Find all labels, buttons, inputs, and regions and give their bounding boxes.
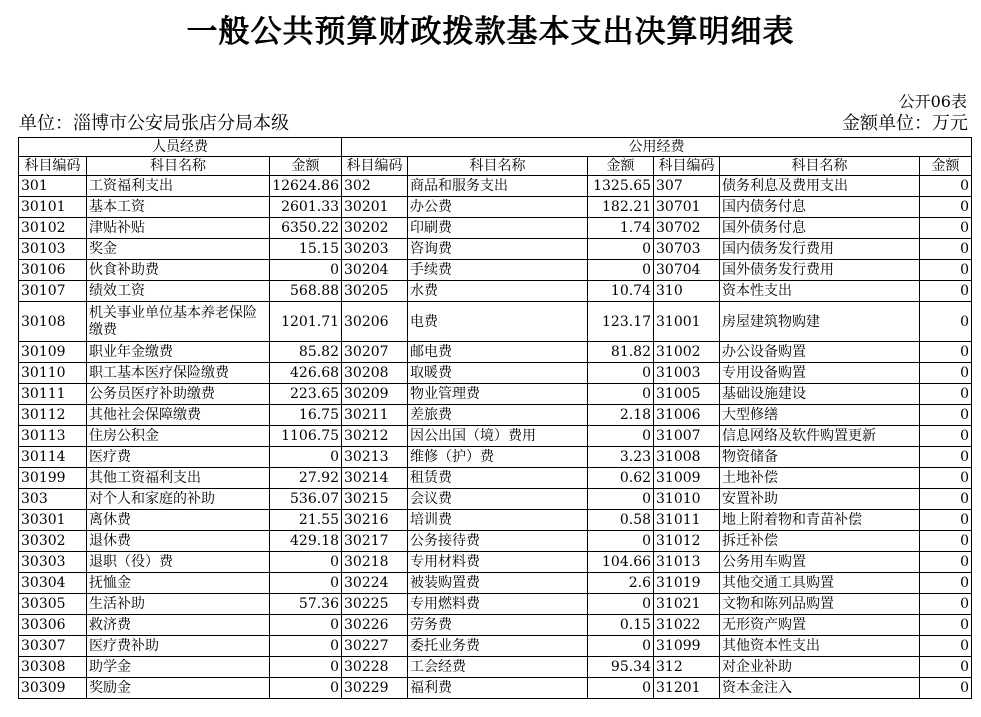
subject-name-cell: 其他社会保障缴费 <box>87 405 270 426</box>
subject-name-cell: 取暖费 <box>408 363 588 384</box>
subject-code-cell: 31007 <box>654 426 720 447</box>
subject-name-cell: 因公出国（境）费用 <box>408 426 588 447</box>
report-title: 一般公共预算财政拨款基本支出决算明细表 <box>186 14 795 50</box>
subject-name-cell: 生活补助 <box>87 594 270 615</box>
subject-name-cell: 绩效工资 <box>87 281 270 302</box>
subject-name-cell: 物业管理费 <box>408 384 588 405</box>
subject-name-cell: 手续费 <box>408 260 588 281</box>
subject-code-cell: 30206 <box>342 302 408 342</box>
subject-name-cell: 被装购置费 <box>408 573 588 594</box>
subject-code-cell: 30306 <box>19 615 87 636</box>
amount-cell: 57.36 <box>270 594 342 615</box>
table-row <box>19 615 972 636</box>
amount-cell: 0 <box>920 657 972 678</box>
amount-cell: 0 <box>588 594 654 615</box>
subject-code-cell: 30108 <box>19 302 87 342</box>
subject-name-cell: 公务接待费 <box>408 531 588 552</box>
subject-code-cell: 30112 <box>19 405 87 426</box>
subject-name-cell: 公务用车购置 <box>720 552 920 573</box>
subject-code-cell: 31099 <box>654 636 720 657</box>
reporting-unit: 单位：淄博市公安局张店分局本级 <box>19 113 289 134</box>
amount-unit: 金额单位：万元 <box>842 113 968 134</box>
subject-code-cell: 31019 <box>654 573 720 594</box>
subject-name-cell: 专用设备购置 <box>720 363 920 384</box>
amount-cell: 0 <box>920 594 972 615</box>
table-row <box>19 657 972 678</box>
table-row <box>19 552 972 573</box>
subject-name-cell: 公务员医疗补助缴费 <box>87 384 270 405</box>
table-row <box>19 573 972 594</box>
amount-cell: 0 <box>920 678 972 699</box>
amount-cell: 0 <box>270 552 342 573</box>
amount-cell: 0 <box>270 657 342 678</box>
subject-name-cell: 工会经费 <box>408 657 588 678</box>
table-row <box>19 678 972 699</box>
subject-name-cell: 国内债务付息 <box>720 197 920 218</box>
subject-code-cell: 30211 <box>342 405 408 426</box>
subject-name-cell: 委托业务费 <box>408 636 588 657</box>
subject-code-cell: 31005 <box>654 384 720 405</box>
amount-cell: 536.07 <box>270 489 342 510</box>
group-header-personnel: 人员经费 <box>19 138 342 157</box>
subject-code-cell: 30204 <box>342 260 408 281</box>
subject-code-cell: 30106 <box>19 260 87 281</box>
amount-cell: 0 <box>920 489 972 510</box>
subject-name-cell: 无形资产购置 <box>720 615 920 636</box>
amount-cell: 81.82 <box>588 342 654 363</box>
subject-code-cell: 31008 <box>654 447 720 468</box>
subject-name-cell: 职工基本医疗保险缴费 <box>87 363 270 384</box>
amount-cell: 0 <box>270 636 342 657</box>
subject-name-cell: 土地补偿 <box>720 468 920 489</box>
subject-name-cell: 机关事业单位基本养老保险缴费 <box>87 302 270 342</box>
amount-cell: 0 <box>588 260 654 281</box>
column-header-code: 科目编码 <box>654 157 720 176</box>
amount-cell: 0 <box>920 218 972 239</box>
amount-cell: 0 <box>920 573 972 594</box>
amount-cell: 3.23 <box>588 447 654 468</box>
subject-name-cell: 商品和服务支出 <box>408 176 588 197</box>
subject-name-cell: 差旅费 <box>408 405 588 426</box>
amount-cell: 0 <box>920 426 972 447</box>
subject-name-cell: 津贴补贴 <box>87 218 270 239</box>
subject-name-cell: 地上附着物和青苗补偿 <box>720 510 920 531</box>
subject-code-cell: 30213 <box>342 447 408 468</box>
table-row <box>19 426 972 447</box>
table-row <box>19 636 972 657</box>
subject-code-cell: 30107 <box>19 281 87 302</box>
amount-cell: 0 <box>920 363 972 384</box>
amount-cell: 0 <box>920 342 972 363</box>
subject-code-cell: 30202 <box>342 218 408 239</box>
subject-name-cell: 福利费 <box>408 678 588 699</box>
amount-cell: 223.65 <box>270 384 342 405</box>
subject-name-cell: 伙食补助费 <box>87 260 270 281</box>
subject-code-cell: 30214 <box>342 468 408 489</box>
subject-code-cell: 31013 <box>654 552 720 573</box>
subject-name-cell: 办公设备购置 <box>720 342 920 363</box>
subject-code-cell: 30227 <box>342 636 408 657</box>
subject-code-cell: 30114 <box>19 447 87 468</box>
subject-code-cell: 30205 <box>342 281 408 302</box>
subject-code-cell: 31006 <box>654 405 720 426</box>
table-row <box>19 405 972 426</box>
amount-cell: 0 <box>920 260 972 281</box>
subject-name-cell: 职业年金缴费 <box>87 342 270 363</box>
subject-name-cell: 咨询费 <box>408 239 588 260</box>
amount-cell: 0 <box>920 281 972 302</box>
subject-name-cell: 债务利息及费用支出 <box>720 176 920 197</box>
subject-code-cell: 310 <box>654 281 720 302</box>
subject-code-cell: 301 <box>19 176 87 197</box>
subject-code-cell: 30215 <box>342 489 408 510</box>
subject-code-cell: 30704 <box>654 260 720 281</box>
amount-cell: 0 <box>270 615 342 636</box>
subject-name-cell: 国外债务付息 <box>720 218 920 239</box>
table-row <box>19 342 972 363</box>
amount-cell: 0 <box>920 531 972 552</box>
subject-code-cell: 30212 <box>342 426 408 447</box>
subject-name-cell: 其他交通工具购置 <box>720 573 920 594</box>
subject-code-cell: 30113 <box>19 426 87 447</box>
amount-cell: 0 <box>588 636 654 657</box>
amount-cell: 429.18 <box>270 531 342 552</box>
subject-code-cell: 30209 <box>342 384 408 405</box>
expenditure-table <box>18 137 972 699</box>
amount-cell: 0 <box>588 531 654 552</box>
table-row <box>19 176 972 197</box>
subject-code-cell: 30303 <box>19 552 87 573</box>
subject-code-cell: 31009 <box>654 468 720 489</box>
amount-cell: 0 <box>588 489 654 510</box>
amount-cell: 0 <box>920 636 972 657</box>
amount-cell: 15.15 <box>270 239 342 260</box>
subject-code-cell: 30229 <box>342 678 408 699</box>
column-header-name: 科目名称 <box>720 157 920 176</box>
subject-code-cell: 30228 <box>342 657 408 678</box>
amount-cell: 0 <box>270 260 342 281</box>
amount-cell: 0 <box>270 678 342 699</box>
amount-cell: 104.66 <box>588 552 654 573</box>
amount-cell: 27.92 <box>270 468 342 489</box>
subject-code-cell: 30103 <box>19 239 87 260</box>
column-header-amount: 金额 <box>270 157 342 176</box>
subject-code-cell: 30308 <box>19 657 87 678</box>
amount-cell: 568.88 <box>270 281 342 302</box>
subject-name-cell: 专用材料费 <box>408 552 588 573</box>
subject-name-cell: 拆迁补偿 <box>720 531 920 552</box>
subject-code-cell: 302 <box>342 176 408 197</box>
subject-name-cell: 培训费 <box>408 510 588 531</box>
amount-cell: 426.68 <box>270 363 342 384</box>
amount-cell: 0.58 <box>588 510 654 531</box>
subject-name-cell: 租赁费 <box>408 468 588 489</box>
column-header-amount: 金额 <box>588 157 654 176</box>
subject-name-cell: 国外债务发行费用 <box>720 260 920 281</box>
amount-cell: 1201.71 <box>270 302 342 342</box>
subject-code-cell: 30307 <box>19 636 87 657</box>
subject-code-cell: 30199 <box>19 468 87 489</box>
subject-code-cell: 30703 <box>654 239 720 260</box>
subject-name-cell: 奖励金 <box>87 678 270 699</box>
subject-name-cell: 物资储备 <box>720 447 920 468</box>
subject-name-cell: 国内债务发行费用 <box>720 239 920 260</box>
subject-name-cell: 医疗费 <box>87 447 270 468</box>
subject-code-cell: 30304 <box>19 573 87 594</box>
column-header-name: 科目名称 <box>87 157 270 176</box>
amount-cell: 1.74 <box>588 218 654 239</box>
subject-code-cell: 312 <box>654 657 720 678</box>
amount-cell: 12624.86 <box>270 176 342 197</box>
amount-cell: 0 <box>920 384 972 405</box>
amount-cell: 0 <box>920 405 972 426</box>
subject-name-cell: 基础设施建设 <box>720 384 920 405</box>
amount-cell: 0 <box>270 573 342 594</box>
column-header-code: 科目编码 <box>342 157 408 176</box>
table-row <box>19 384 972 405</box>
subject-name-cell: 文物和陈列品购置 <box>720 594 920 615</box>
table-row <box>19 218 972 239</box>
subject-name-cell: 救济费 <box>87 615 270 636</box>
subject-name-cell: 退休费 <box>87 531 270 552</box>
group-header-public: 公用经费 <box>342 138 972 157</box>
amount-cell: 0.62 <box>588 468 654 489</box>
subject-name-cell: 水费 <box>408 281 588 302</box>
subject-code-cell: 30109 <box>19 342 87 363</box>
table-row <box>19 489 972 510</box>
amount-cell: 0 <box>920 302 972 342</box>
subject-code-cell: 30701 <box>654 197 720 218</box>
amount-cell: 1106.75 <box>270 426 342 447</box>
table-row <box>19 531 972 552</box>
subject-name-cell: 电费 <box>408 302 588 342</box>
table-row <box>19 197 972 218</box>
subject-code-cell: 30218 <box>342 552 408 573</box>
subject-name-cell: 资本金注入 <box>720 678 920 699</box>
column-header-name: 科目名称 <box>408 157 588 176</box>
subject-code-cell: 30102 <box>19 218 87 239</box>
amount-cell: 0 <box>588 678 654 699</box>
subject-code-cell: 30111 <box>19 384 87 405</box>
subject-code-cell: 30302 <box>19 531 87 552</box>
amount-cell: 2.18 <box>588 405 654 426</box>
amount-cell: 0 <box>588 239 654 260</box>
table-row <box>19 363 972 384</box>
subject-name-cell: 对个人和家庭的补助 <box>87 489 270 510</box>
amount-cell: 0 <box>920 468 972 489</box>
form-number: 公开06表 <box>898 92 967 111</box>
table-row <box>19 260 972 281</box>
amount-cell: 21.55 <box>270 510 342 531</box>
subject-name-cell: 维修（护）费 <box>408 447 588 468</box>
subject-name-cell: 其他资本性支出 <box>720 636 920 657</box>
subject-code-cell: 30207 <box>342 342 408 363</box>
column-header-amount: 金额 <box>920 157 972 176</box>
table-row <box>19 281 972 302</box>
subject-name-cell: 住房公积金 <box>87 426 270 447</box>
subject-code-cell: 30110 <box>19 363 87 384</box>
amount-cell: 0 <box>270 447 342 468</box>
amount-cell: 1325.65 <box>588 176 654 197</box>
subject-code-cell: 31001 <box>654 302 720 342</box>
amount-cell: 0 <box>920 510 972 531</box>
subject-code-cell: 30224 <box>342 573 408 594</box>
subject-name-cell: 安置补助 <box>720 489 920 510</box>
amount-cell: 182.21 <box>588 197 654 218</box>
subject-code-cell: 30305 <box>19 594 87 615</box>
subject-code-cell: 31022 <box>654 615 720 636</box>
amount-cell: 0 <box>920 197 972 218</box>
subject-name-cell: 奖金 <box>87 239 270 260</box>
subject-name-cell: 基本工资 <box>87 197 270 218</box>
subject-name-cell: 会议费 <box>408 489 588 510</box>
subject-code-cell: 30226 <box>342 615 408 636</box>
subject-name-cell: 其他工资福利支出 <box>87 468 270 489</box>
column-header-code: 科目编码 <box>19 157 87 176</box>
table-row <box>19 510 972 531</box>
subject-code-cell: 31021 <box>654 594 720 615</box>
subject-code-cell: 30225 <box>342 594 408 615</box>
amount-cell: 6350.22 <box>270 218 342 239</box>
table-row <box>19 594 972 615</box>
amount-cell: 16.75 <box>270 405 342 426</box>
subject-name-cell: 对企业补助 <box>720 657 920 678</box>
subject-name-cell: 资本性支出 <box>720 281 920 302</box>
subject-code-cell: 30208 <box>342 363 408 384</box>
subject-code-cell: 31201 <box>654 678 720 699</box>
amount-cell: 0 <box>920 615 972 636</box>
amount-cell: 2601.33 <box>270 197 342 218</box>
subject-name-cell: 专用燃料费 <box>408 594 588 615</box>
subject-code-cell: 30217 <box>342 531 408 552</box>
subject-name-cell: 大型修缮 <box>720 405 920 426</box>
subject-name-cell: 医疗费补助 <box>87 636 270 657</box>
table-row <box>19 302 972 342</box>
subject-code-cell: 30309 <box>19 678 87 699</box>
subject-name-cell: 退职（役）费 <box>87 552 270 573</box>
subject-code-cell: 307 <box>654 176 720 197</box>
subject-code-cell: 31010 <box>654 489 720 510</box>
subject-name-cell: 印刷费 <box>408 218 588 239</box>
amount-cell: 2.6 <box>588 573 654 594</box>
subject-code-cell: 30201 <box>342 197 408 218</box>
amount-cell: 0 <box>920 552 972 573</box>
table-row <box>19 447 972 468</box>
subject-code-cell: 30702 <box>654 218 720 239</box>
subject-code-cell: 31011 <box>654 510 720 531</box>
amount-cell: 0 <box>588 426 654 447</box>
amount-cell: 0 <box>588 363 654 384</box>
amount-cell: 85.82 <box>270 342 342 363</box>
subject-code-cell: 30101 <box>19 197 87 218</box>
amount-cell: 0.15 <box>588 615 654 636</box>
subject-code-cell: 30301 <box>19 510 87 531</box>
subject-name-cell: 房屋建筑物购建 <box>720 302 920 342</box>
subject-name-cell: 信息网络及软件购置更新 <box>720 426 920 447</box>
subject-name-cell: 离休费 <box>87 510 270 531</box>
subject-code-cell: 30203 <box>342 239 408 260</box>
subject-name-cell: 劳务费 <box>408 615 588 636</box>
amount-cell: 10.74 <box>588 281 654 302</box>
subject-code-cell: 30216 <box>342 510 408 531</box>
subject-name-cell: 办公费 <box>408 197 588 218</box>
subject-name-cell: 工资福利支出 <box>87 176 270 197</box>
subject-name-cell: 邮电费 <box>408 342 588 363</box>
amount-cell: 0 <box>920 239 972 260</box>
subject-code-cell: 31002 <box>654 342 720 363</box>
amount-cell: 95.34 <box>588 657 654 678</box>
table-row <box>19 239 972 260</box>
amount-cell: 0 <box>920 447 972 468</box>
subject-name-cell: 助学金 <box>87 657 270 678</box>
amount-cell: 0 <box>920 176 972 197</box>
amount-cell: 123.17 <box>588 302 654 342</box>
subject-code-cell: 31003 <box>654 363 720 384</box>
amount-cell: 0 <box>588 384 654 405</box>
subject-code-cell: 303 <box>19 489 87 510</box>
subject-code-cell: 31012 <box>654 531 720 552</box>
subject-name-cell: 抚恤金 <box>87 573 270 594</box>
table-row <box>19 468 972 489</box>
